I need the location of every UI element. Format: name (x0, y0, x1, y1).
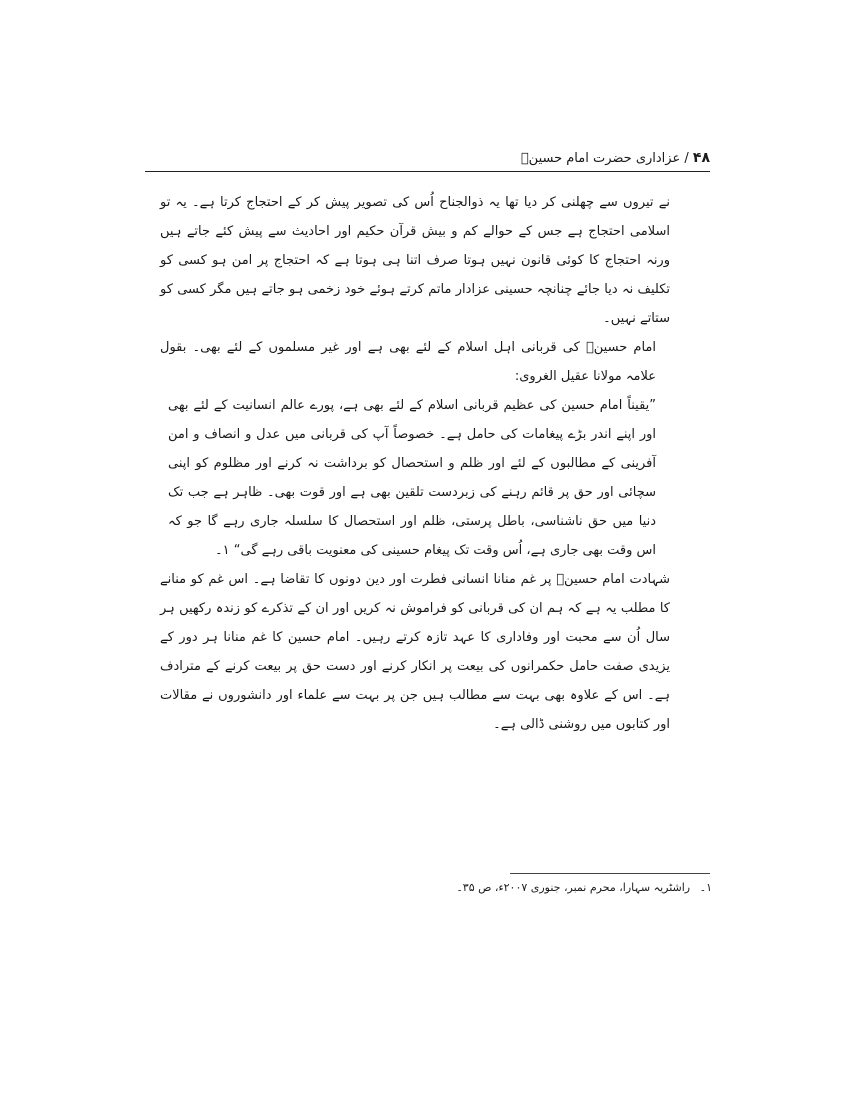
block-quote: ”یقیناً امام حسین کی عظیم قربانی اسلام کے لئے بھی ہے، پورے عالم انسانیت کے لئے بھی اور اپنے اندر بڑے پیغامات کی حامل ہے۔ خصوصاً آپ کی قربانی میں عدل و انصاف و امن آفرینی کے مطالبوں کے لئے اور ظلم و استحصال کو برداشت نہ کرنے اور مظلوم کو اپنی سچائی اور حق پر قائم رہنے کی زبردست تلقین بھی ہے اور قوت بھی۔ ظاہر ہے جب تک دنیا میں حق ناشناسی، باطل پرستی، ظلم اور استحصال کا سلسلہ جاری رہے گا جو کہ اس وقت بھی جاری ہے، اُس وقت تک پیغام حسینی کی معنویت باقی رہے گی“ ۱۔ (168, 398, 656, 558)
running-header (145, 147, 710, 169)
footnote-number: ۱۔ (699, 881, 712, 894)
footnote-text: راشٹریہ سہارا، محرم نمبر، جنوری ۲۰۰۷ء، ص ۳۵۔ (456, 881, 691, 894)
book-title: عزاداری حضرت امام حسینؑ (520, 151, 681, 166)
header-separator: / (684, 151, 689, 166)
page-number: ۴۸ (692, 150, 710, 166)
header-divider (145, 171, 710, 172)
body-text (160, 188, 670, 739)
paragraph-1: نے تیروں سے چھلنی کر دیا تھا یہ ذوالجناح اُس کی تصویر پیش کر کے احتجاج کرتا ہے۔ یہ تو اسلامی احتجاج ہے جس کے حوالے کم و بیش قرآن حکیم اور احادیث سے پیش کئے جاتے ہیں ورنہ احتجاج کا کوئی قانون نہیں ہوتا صرف اتنا ہی ہوتا ہے کہ احتجاج پر امن ہو کسی کو تکلیف نہ دیا جائے چنانچہ حسینی عزادار ماتم کرتے ہوئے خود زخمی ہو جاتے ہیں مگر کسی کو ستاتے نہیں۔ (160, 195, 670, 326)
paragraph-2: شہادت امام حسینؑ پر غم منانا انسانی فطرت اور دین دونوں کا تقاضا ہے۔ اس غم کو منانے کا مطلب یہ ہے کہ ہم ان کی قربانی کو فراموش نہ کریں اور ان کے تذکرے کو زندہ رکھیں ہر سال اُن سے محبت اور وفاداری کا عہد تازہ کرتے رہیں۔ امام حسین کا غم منانا ہر دور کے یزیدی صفت حامل حکمرانوں کی بیعت پر انکار کرنے اور دست حق پر بیعت کرنے کے مترادف ہے۔ اس کے علاوہ بھی بہت سے مطالب ہیں جن پر بہت سے علماء اور دانشوروں نے مقالات اور کتابوں میں روشنی ڈالی ہے۔ (160, 572, 670, 732)
quote-intro: امام حسینؑ کی قربانی اہل اسلام کے لئے بھی ہے اور غیر مسلموں کے لئے بھی۔ بقول علامہ مولانا عقیل الغروی: (160, 340, 656, 384)
footnote (400, 878, 712, 898)
footnote-divider (510, 873, 710, 874)
